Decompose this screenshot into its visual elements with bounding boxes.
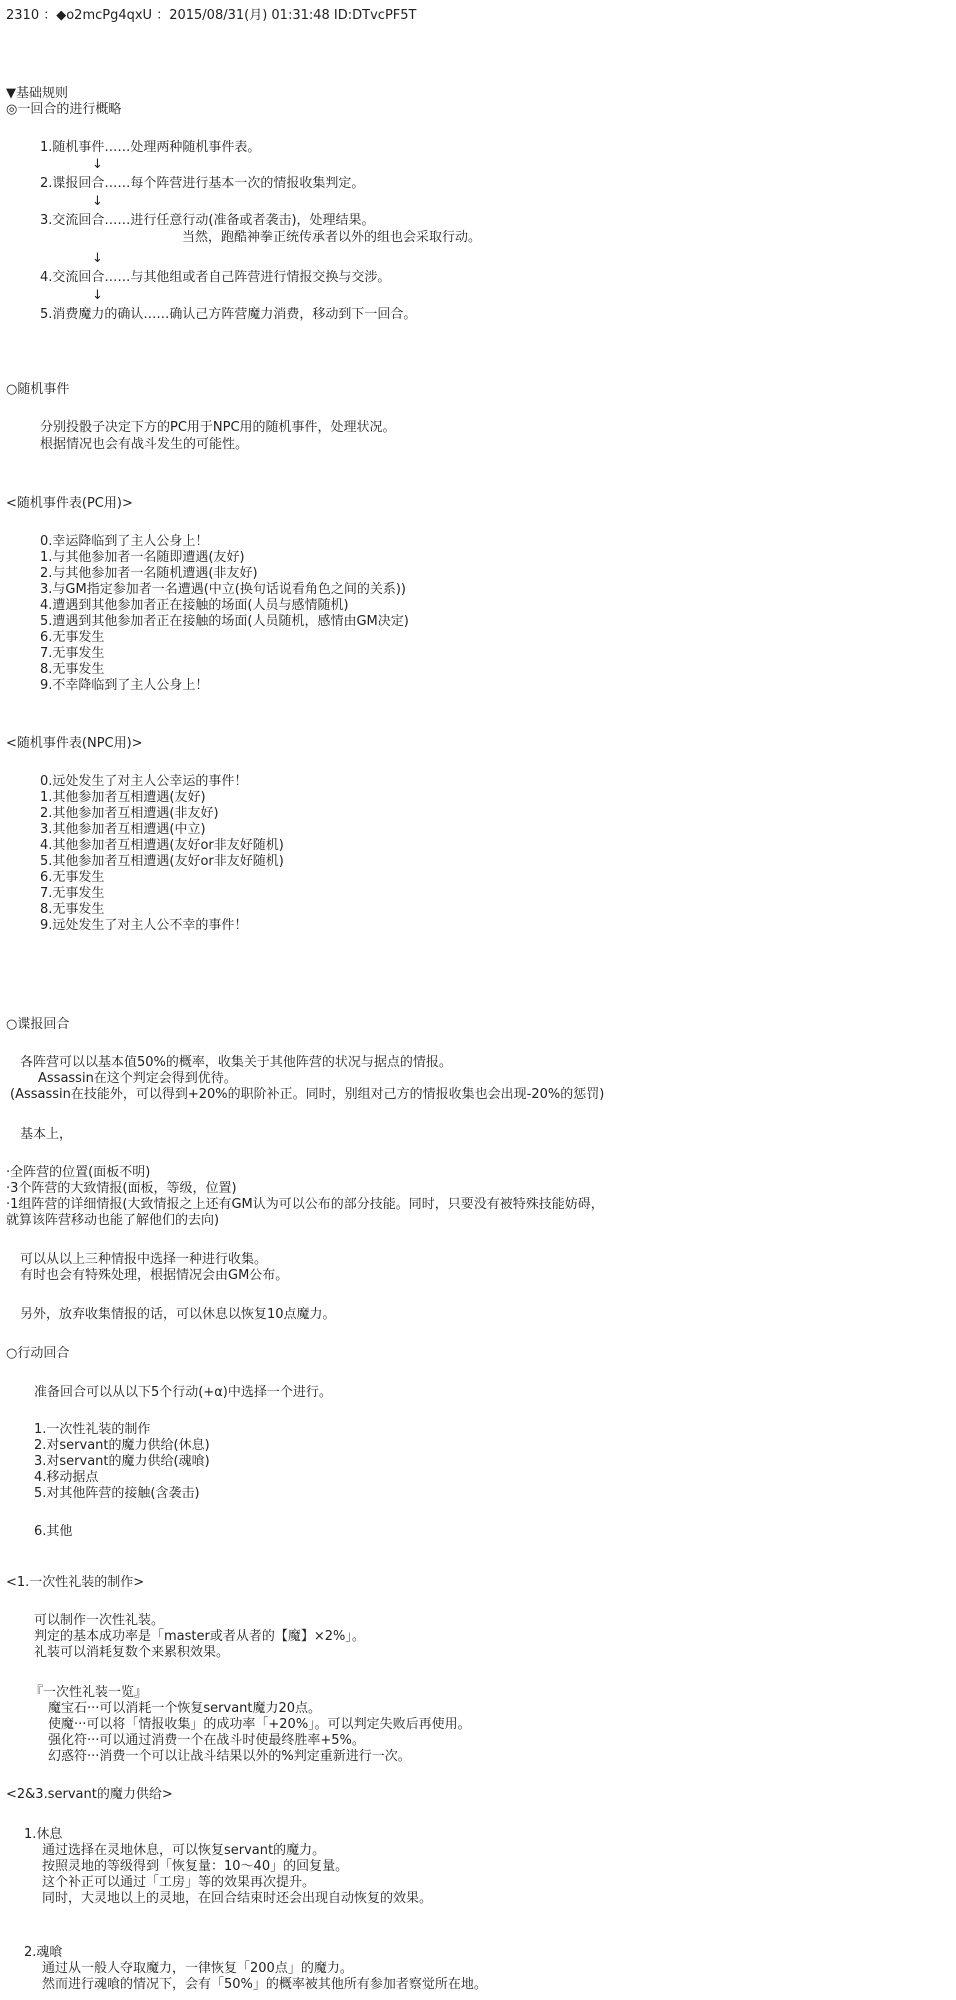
- list-item: 9.不幸降临到了主人公身上！: [40, 678, 209, 693]
- list-heading: 『一次性礼装一览』: [30, 1685, 148, 1700]
- section-title: ▼基础规则: [6, 86, 68, 101]
- arrow-down: ↓: [92, 194, 103, 209]
- arrow-down: ↓: [92, 251, 103, 266]
- subsection-title: ◎一回合的进行概略: [6, 102, 122, 117]
- subsection-heading: <2&3.servant的魔力供给>: [6, 1787, 173, 1802]
- bullet-line: ·1组阵营的详细情报(大致情报之上还有GM认为可以公布的部分技能。同时，只要没有被特殊技能妨碍，: [6, 1197, 604, 1212]
- list-item: 9.远处发生了对主人公不幸的事件！: [40, 918, 248, 933]
- table-heading: <随机事件表(PC用)>: [6, 496, 133, 511]
- paragraph-line: 按照灵地的等级得到「恢复量：10～40」的回复量。: [42, 1859, 349, 1874]
- list-item: 强化符···可以通过消费一个在战斗时使最终胜率+5%。: [48, 1733, 365, 1748]
- paragraph-line: 这个补正可以通过「工房」等的效果再次提升。: [42, 1875, 316, 1890]
- list-item: 2.对servant的魔力供给(休息): [34, 1438, 210, 1453]
- paragraph-line: 通过从一般人夺取魔力，一律恢复「200点」的魔力。: [42, 1961, 353, 1976]
- paragraph-line: 可以从以上三种情报中选择一种进行收集。: [20, 1252, 268, 1267]
- paragraph-line: 通过选择在灵地休息，可以恢复servant的魔力。: [42, 1843, 326, 1858]
- section-heading: ○随机事件: [6, 382, 70, 397]
- list-item: 6.无事发生: [40, 870, 105, 885]
- paragraph-line: 然而进行魂喰的情况下，会有「50%」的概率被其他所有参加者察觉所在地。: [42, 1977, 487, 1992]
- paragraph-line: 各阵营可以以基本值50%的概率，收集关于其他阵营的状况与据点的情报。: [20, 1055, 452, 1070]
- bullet-line: ·3个阵营的大致情报(面板，等级，位置): [6, 1181, 237, 1196]
- step-line: 2.谍报回合……每个阵营进行基本一次的情报收集判定。: [40, 176, 365, 191]
- list-item: 3.其他参加者互相遭遇(中立): [40, 822, 206, 837]
- bullet-line: 就算该阵营移动也能了解他们的去向): [6, 1213, 220, 1228]
- subsection-heading: <1.一次性礼装的制作>: [6, 1575, 145, 1590]
- list-item: 5.对其他阵营的接触(含袭击): [34, 1486, 200, 1501]
- section-heading: ○谍报回合: [6, 1017, 70, 1032]
- step-note: 当然，跑酷神拳正统传承者以外的组也会采取行动。: [182, 230, 482, 245]
- paragraph-line: 判定的基本成功率是「master或者从者的【魔】×2%」。: [34, 1629, 365, 1644]
- step-line: 1.随机事件……处理两种随机事件表。: [40, 140, 261, 155]
- list-item: 6.无事发生: [40, 630, 105, 645]
- list-item: 4.移动据点: [34, 1470, 99, 1485]
- paragraph-line: 根据情况也会有战斗发生的可能性。: [40, 437, 249, 452]
- list-item: 7.无事发生: [40, 886, 105, 901]
- list-item: 魔宝石···可以消耗一个恢复servant魔力20点。: [48, 1701, 322, 1716]
- step-line: 5.消费魔力的确认……确认己方阵营魔力消费，移动到下一回合。: [40, 307, 417, 322]
- post-header: 2310 ：◆o2mcPg4qxU ：2015/08/31(月) 01:31:48 ID:DTvcPF5T: [6, 8, 417, 23]
- paragraph-line: 可以制作一次性礼装。: [34, 1613, 165, 1628]
- list-item: 4.遭遇到其他参加者正在接触的场面(人员与感情随机): [40, 598, 349, 613]
- item-heading: 2.魂喰: [24, 1945, 63, 1960]
- bullet-line: ·全阵营的位置(面板不明): [6, 1165, 151, 1180]
- list-item: 5.遭遇到其他参加者正在接触的场面(人员随机，感情由GM决定): [40, 614, 409, 629]
- table-heading: <随机事件表(NPC用)>: [6, 736, 143, 751]
- list-item: 2.与其他参加者一名随机遭遇(非友好): [40, 566, 258, 581]
- list-item: 3.对servant的魔力供给(魂喰): [34, 1454, 210, 1469]
- list-item: 幻惑符···消费一个可以让战斗结果以外的%判定重新进行一次。: [48, 1749, 411, 1764]
- list-item: 6.其他: [34, 1524, 73, 1539]
- list-item: 1.与其他参加者一名随即遭遇(友好): [40, 550, 245, 565]
- list-item: 4.其他参加者互相遭遇(友好or非友好随机): [40, 838, 284, 853]
- section-heading: ○行动回合: [6, 1346, 70, 1361]
- paragraph-line: 有时也会有特殊处理，根据情况会由GM公布。: [20, 1268, 289, 1283]
- list-item: 1.其他参加者互相遭遇(友好): [40, 790, 206, 805]
- paragraph-line: 分别投骰子决定下方的PC用于NPC用的随机事件，处理状况。: [40, 420, 396, 435]
- arrow-down: ↓: [92, 157, 103, 172]
- step-line: 4.交流回合……与其他组或者自己阵营进行情报交换与交涉。: [40, 270, 391, 285]
- list-item: 2.其他参加者互相遭遇(非友好): [40, 806, 219, 821]
- list-item: 3.与GM指定参加者一名遭遇(中立(换句话说看角色之间的关系)): [40, 582, 406, 597]
- list-item: 8.无事发生: [40, 662, 105, 677]
- paragraph-line: Assassin在这个判定会得到优待。: [38, 1071, 237, 1086]
- arrow-down: ↓: [92, 288, 103, 303]
- list-item: 0.幸运降临到了主人公身上！: [40, 534, 209, 549]
- item-heading: 1.休息: [24, 1827, 63, 1842]
- list-item: 7.无事发生: [40, 646, 105, 661]
- paragraph-line: 礼装可以消耗复数个来累积效果。: [34, 1645, 230, 1660]
- paragraph-line: 同时，大灵地以上的灵地，在回合结束时还会出现自动恢复的效果。: [42, 1891, 433, 1906]
- paragraph-line: 另外，放弃收集情报的话，可以休息以恢复10点魔力。: [20, 1307, 336, 1322]
- list-item: 5.其他参加者互相遭遇(友好or非友好随机): [40, 854, 284, 869]
- paragraph-line: 基本上，: [20, 1127, 73, 1142]
- list-item: 8.无事发生: [40, 902, 105, 917]
- list-item: 1.一次性礼装的制作: [34, 1422, 151, 1437]
- list-item: 0.远处发生了对主人公幸运的事件！: [40, 774, 248, 789]
- step-line: 3.交流回合……进行任意行动(准备或者袭击)，处理结果。: [40, 213, 375, 228]
- list-item: 使魔···可以将「情报收集」的成功率「+20%」。可以判定失败后再使用。: [48, 1717, 471, 1732]
- paragraph-line: (Assassin在技能外，可以得到+20%的职阶补正。同时，别组对己方的情报收集也会出现-20%的惩罚): [10, 1087, 605, 1102]
- paragraph-line: 准备回合可以从以下5个行动(+α)中选择一个进行。: [34, 1385, 332, 1400]
